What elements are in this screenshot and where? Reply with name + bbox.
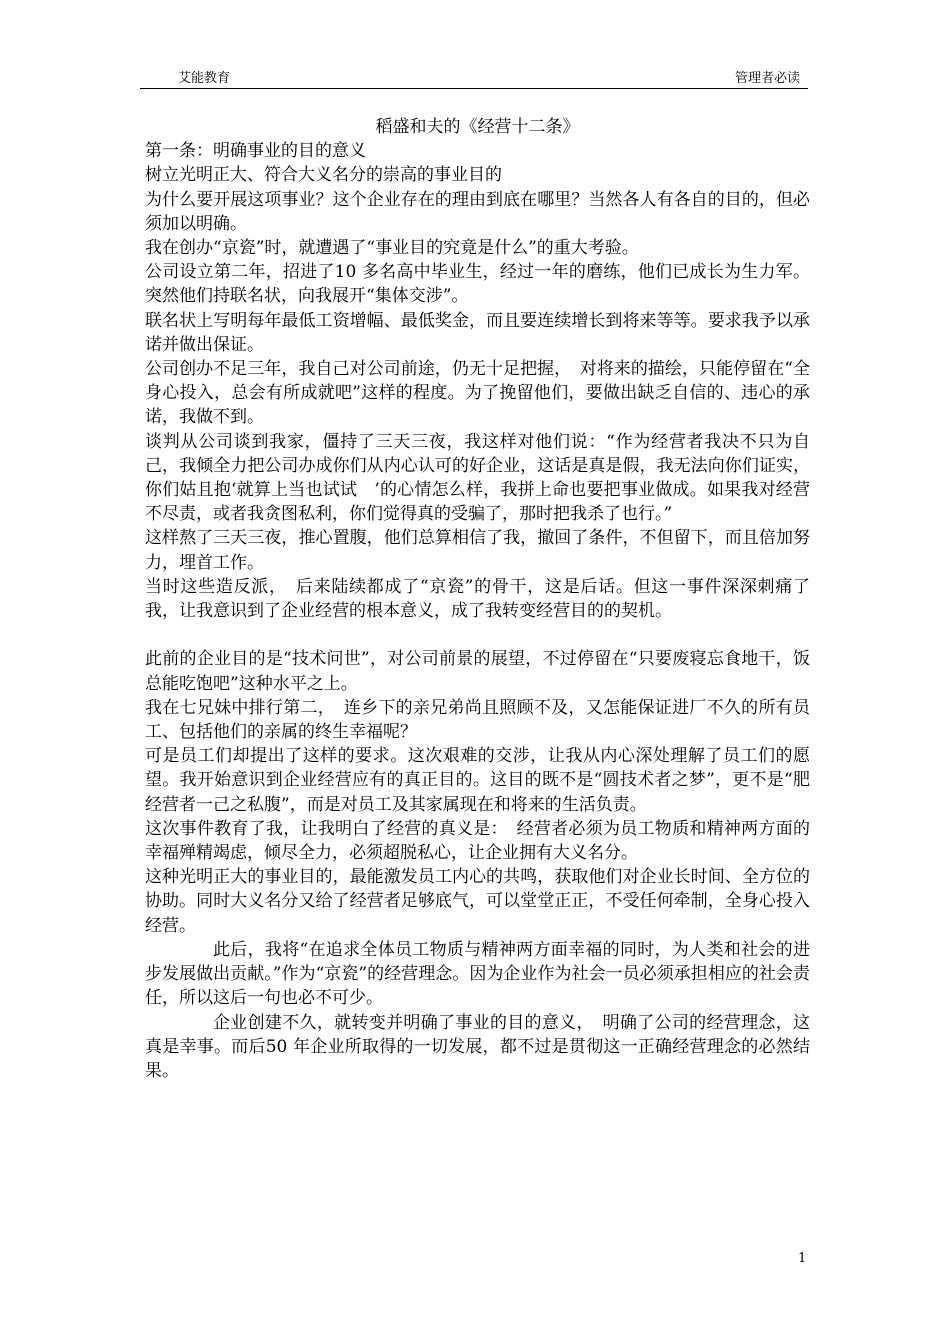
paragraph: 当时这些造反派， 后来陆续都成了“京瓷”的骨干，这是后话。但这一事件深深刺痛了我，让我意识到了企业经营的根本意义，成了我转变经营目的的契机。 [145, 576, 810, 622]
paragraph: 公司创办不足三年，我自己对公司前途，仍无十足把握， 对将来的描绘，只能停留在“全身心投入，总会有所成就吧”这样的程度。为了挽留他们，要做出缺乏自信的、违心的承诺，我做不到。 [145, 359, 810, 428]
document-body [145, 115, 810, 1083]
paragraph: 可是员工们却提出了这样的要求。这次艰难的交涉，让我从内心深处理解了员工们的愿望。我开始意识到企业经营应有的真正目的。这目的既不是“圆技术者之梦”，更不是“肥经营者一己之私腹”，而是对员工及其家属现在和将来的生活负责。 [145, 746, 810, 815]
paragraph: 公司设立第二年，招进了10 多名高中毕业生，经过一年的磨练，他们已成长为生力军。突然他们持联名状，向我展开“集体交涉”。 [145, 262, 810, 307]
section-heading: 第一条：明确事业的目的意义 [145, 141, 366, 162]
paragraph: 此后，我将“在追求全体员工物质与精神两方面幸福的同时，为人类和社会的进步发展做出贡献。”作为“京瓷”的经营理念。因为企业作为社会一员必须承担相应的社会责任，所以这后一句也必不可少。 [145, 939, 810, 1009]
page-number: 1 [798, 1251, 807, 1266]
header-left-text: 艾能教育 [178, 71, 231, 86]
paragraph: 企业创建不久，就转变并明确了事业的目的意义， 明确了公司的经营理念，这真是幸事。而后50 年企业所取得的一切发展，都不过是贯彻这一正确经营理念的必然结果。 [145, 1012, 810, 1081]
paragraph: 这次事件教育了我，让我明白了经营的真义是： 经营者必须为员工物质和精神两方面的幸福殚精竭虑，倾尽全力，必须超脱私心，让企业拥有大义名分。 [145, 818, 810, 864]
paragraph: 为什么要开展这项事业？这个企业存在的理由到底在哪里？当然各人有各自的目的，但必须加以明确。 [145, 189, 810, 234]
paragraph: 联名状上写明每年最低工资增幅、最低奖金，而且要连续增长到将来等等。要求我予以承诺并做出保证。 [145, 310, 810, 355]
section-subheading: 树立光明正大、符合大义名分的崇高的事业目的 [145, 165, 502, 186]
document-title: 稻盛和夫的《经营十二条》 [375, 117, 580, 137]
paragraph: 谈判从公司谈到我家，僵持了三天三夜，我这样对他们说：“作为经营者我决不只为自己，我倾全力把公司办成你们从内心认可的好企业，这话是真是假，我无法向你们证实，你们姑且抱‘就算上当也试试 ’的心情怎么样，我拼上命也要把事业做成。如果我对经营不尽责，或者我贪图私利，你们觉得真的受骗了，那时把我杀了也行。” [145, 431, 810, 525]
header-right-text: 管理者必读 [734, 71, 800, 86]
paragraph: 这样熬了三天三夜，推心置腹，他们总算相信了我，撤回了条件，不但留下，而且倍加努力，埋首工作。 [145, 528, 810, 573]
paragraph: 我在创办“京瓷”时，就遭遇了“事业目的究竟是什么”的重大考验。 [145, 238, 639, 259]
paragraph: 此前的企业目的是“技术问世”，对公司前景的展望，不过停留在“只要废寝忘食地干，饭总能吃饱吧”这种水平之上。 [145, 649, 810, 694]
page-header [140, 70, 808, 89]
paragraph: 我在七兄妹中排行第二， 连乡下的亲兄弟尚且照顾不及，又怎能保证进厂不久的所有员工、包括他们的亲属的终生幸福呢？ [145, 697, 810, 743]
blank-line [145, 623, 810, 647]
paragraph: 这种光明正大的事业目的，最能激发员工内心的共鸣，获取他们对企业长时间、全方位的协助。同时大义名分又给了经营者足够底气，可以堂堂正正，不受任何牵制，全身心投入经营。 [145, 867, 810, 936]
